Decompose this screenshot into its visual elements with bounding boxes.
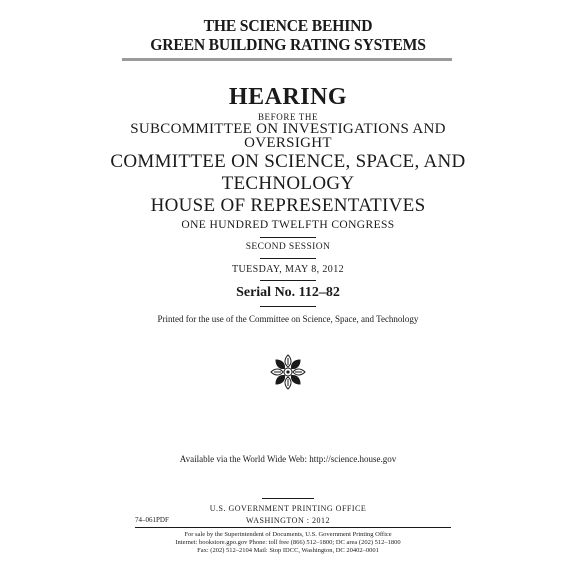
congress-rule [260, 237, 316, 238]
document-code: 74–061PDF [135, 516, 169, 524]
date-rule [260, 280, 316, 281]
congress-label: ONE HUNDRED TWELFTH CONGRESS [181, 219, 395, 231]
session-rule [260, 258, 316, 259]
serial-rule [260, 306, 316, 307]
document-title-line-1: THE SCIENCE BEHIND [203, 16, 373, 35]
serial-number: Serial No. 112–82 [236, 285, 340, 300]
footer-mail-line: Fax: (202) 512–2104 Mail: Stop IDCC, Washington, DC 20402–0001 [197, 547, 379, 554]
house-of-representatives: HOUSE OF REPRESENTATIVES [150, 195, 426, 216]
availability-note: Available via the World Wide Web: http://science.house.gov [179, 454, 397, 464]
printed-for-note: Printed for the use of the Committee on Science, Space, and Technology [157, 314, 419, 324]
subcommittee-line-1: SUBCOMMITTEE ON INVESTIGATIONS AND [130, 121, 446, 137]
publisher-top-rule [262, 498, 314, 499]
title-rule [122, 58, 452, 61]
hearing-heading: HEARING [228, 84, 348, 110]
committee-line-1: COMMITTEE ON SCIENCE, SPACE, AND [110, 151, 466, 172]
subcommittee-line-2: OVERSIGHT [244, 135, 332, 151]
place-and-year: WASHINGTON : 2012 [246, 516, 330, 525]
document-title-line-2: GREEN BUILDING RATING SYSTEMS [150, 35, 426, 54]
footer-contact-line: Internet: bookstore.gpo.gov Phone: toll free (866) 512–1800; DC area (202) 512–1800 [175, 539, 401, 546]
footer-sale-line: For sale by the Superintendent of Documents, U.S. Government Printing Office [184, 531, 392, 538]
before-the-label: BEFORE THE [257, 112, 319, 122]
footer-rule [135, 527, 451, 528]
printing-office-name: U.S. GOVERNMENT PRINTING OFFICE [209, 504, 367, 513]
session-label: SECOND SESSION [245, 242, 331, 252]
committee-line-2: TECHNOLOGY [221, 173, 355, 194]
hearing-date: TUESDAY, MAY 8, 2012 [231, 264, 344, 275]
gpo-seal-icon [268, 352, 308, 392]
